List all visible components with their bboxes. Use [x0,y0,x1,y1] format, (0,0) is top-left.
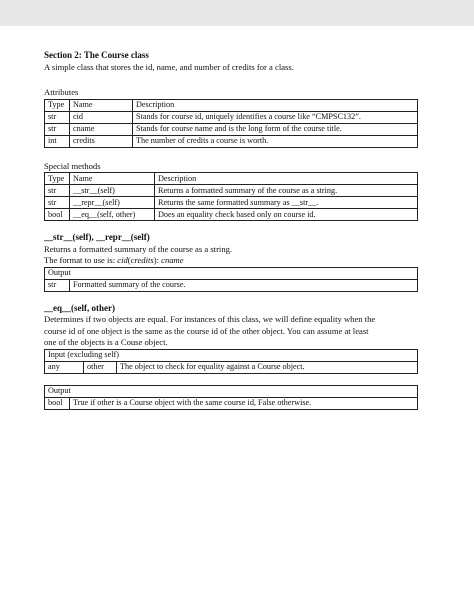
cell-description: The number of credits a course is worth. [133,135,418,147]
table-header-row [45,349,418,361]
table-row [45,135,418,147]
section-description: A simple class that stores the id, name, and number of credits for a class. [44,61,294,72]
header-name: Name [70,173,155,185]
header-type: Type [45,173,70,185]
table-row [45,111,418,123]
cell-type: any [45,361,84,373]
top-bar [0,0,474,26]
cell-type: bool [45,209,70,221]
cell-description: The object to check for equality against a Course object. [117,361,418,373]
table-row [45,279,418,291]
cell-type: str [45,123,70,135]
cell-description: True if other is a Course object with the same course id, False otherwise. [70,397,418,409]
cell-description: Stands for course name and is the long form of the course title. [133,123,418,135]
header-description: Description [133,99,418,111]
format-close-paren: ): [153,255,162,265]
eq-output-table [44,385,418,410]
table-row [45,197,418,209]
cell-description: Returns the same formatted summary as __str__. [155,197,418,209]
format-cid: cid [117,255,128,265]
cell-type: int [45,135,70,147]
str-repr-description: Returns a formatted summary of the course as a string. [44,243,233,254]
section-title: Section 2: The Course class [44,50,149,60]
output-header: Output [45,385,418,397]
header-type: Type [45,99,70,111]
attributes-table [44,99,418,148]
cell-name: credits [70,135,133,147]
cell-name: cname [70,123,133,135]
format-open-paren: ( [127,255,131,265]
str-repr-title: __str__(self), __repr__(self) [44,232,150,242]
table-row [45,397,418,409]
format-line [44,255,418,267]
cell-name: __str__(self) [70,185,155,197]
special-methods-heading: Special methods [44,160,101,171]
attributes-heading: Attributes [44,87,79,97]
table-header-row [45,385,418,397]
format-cname: cname [161,255,184,265]
cell-type: str [45,111,70,123]
table-row [45,123,418,135]
header-description: Description [155,173,418,185]
eq-title: __eq__(self, other) [44,302,115,313]
table-header-row [45,173,418,185]
cell-type: str [45,197,70,209]
cell-name: cid [70,111,133,123]
cell-type: str [45,279,70,291]
format-credits: credits [130,255,154,265]
special-methods-table [44,172,418,221]
table-row [45,361,418,373]
document-page [44,50,418,410]
table-row [45,185,418,197]
format-prefix: The format to use is: [44,255,118,265]
cell-name: other [84,361,117,373]
cell-name: __eq__(self, other) [70,209,155,221]
cell-type: bool [45,397,70,409]
eq-input-table [44,349,418,374]
cell-description: Formatted summary of the course. [70,279,418,291]
eq-description-line: Determines if two objects are equal. For instances of this class, we will define equality when the [44,314,376,324]
input-header: Input (excluding self) [45,349,418,361]
header-name: Name [70,99,133,111]
output-header: Output [45,267,418,279]
cell-name: __repr__(self) [70,197,155,209]
cell-description: Returns a formatted summary of the course as a string. [155,185,418,197]
eq-description-line: one of the objects is a Couse object. [44,337,168,347]
eq-description-line: course id of one object is the same as the course id of the other object. You can assume at least [44,325,369,336]
str-output-table [44,267,418,292]
table-header-row [45,267,418,279]
cell-description: Does an equality check based only on course id. [155,209,418,221]
table-header-row [45,99,418,111]
cell-type: str [45,185,70,197]
table-row [45,209,418,221]
cell-description: Stands for course id, uniquely identifies a course like “CMPSC132”. [133,111,418,123]
